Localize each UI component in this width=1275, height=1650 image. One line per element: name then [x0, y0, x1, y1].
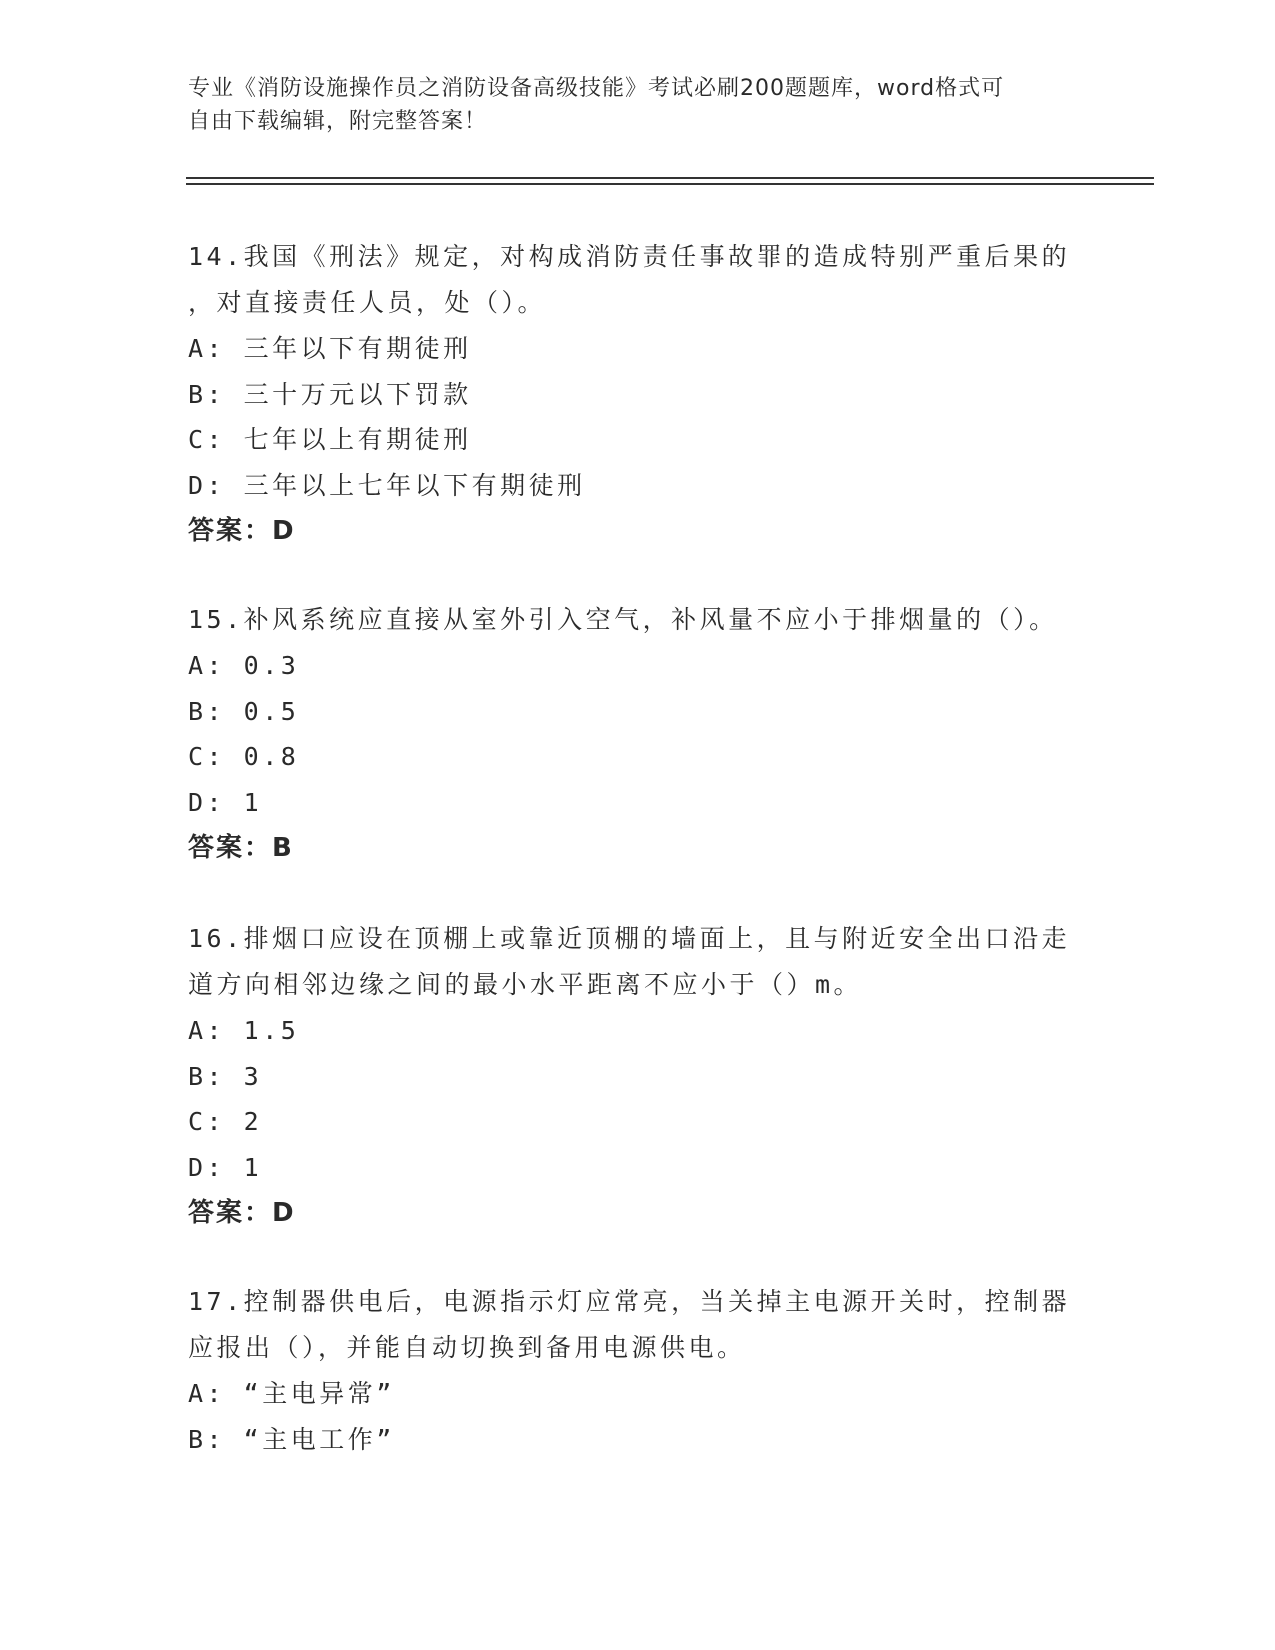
option-a: A: 1.5 [188, 1016, 300, 1045]
option-d: D: 三年以上七年以下有期徒刑 [188, 470, 586, 500]
question-17 [188, 1279, 1088, 1462]
option-d: D: 1 [188, 787, 263, 817]
document-header [188, 72, 1088, 138]
option-a: A: 0.3 [188, 651, 300, 680]
question-stem [188, 597, 1088, 643]
question-15 [188, 597, 1088, 871]
header-divider-top [186, 177, 1154, 179]
header-line-1: 专业《消防设施操作员之消防设备高级技能》考试必刷200题题库，word格式可 [188, 76, 1005, 101]
option-c: C: 0.8 [188, 742, 300, 771]
answer: 答案：B [188, 833, 294, 863]
question-stem-line: 道方向相邻边缘之间的最小水平距离不应小于（）m。 [188, 970, 863, 999]
question-stem [188, 916, 1088, 1008]
question-16 [188, 916, 1088, 1236]
option-c: C: 2 [188, 1107, 263, 1136]
question-stem-line: 14.我国《刑法》规定，对构成消防责任事故罪的造成特别严重后果的 [188, 242, 1071, 271]
option-c: C: 七年以上有期徒刑 [188, 425, 472, 454]
option-d: D: 1 [188, 1152, 263, 1182]
answer: 答案：D [188, 1198, 296, 1228]
question-stem-line: 17.控制器供电后，电源指示灯应常亮，当关掉主电源开关时，控制器 [188, 1287, 1071, 1316]
option-a: A: “主电异常” [188, 1379, 395, 1408]
question-stem [188, 1279, 1088, 1371]
header-line-2: 自由下载编辑，附完整答案！ [188, 109, 488, 134]
option-a: A: 三年以下有期徒刑 [188, 334, 472, 363]
option-b: B: 三十万元以下罚款 [188, 379, 472, 409]
option-b: B: 3 [188, 1061, 263, 1091]
question-stem-line: 15.补风系统应直接从室外引入空气，补风量不应小于排烟量的（）。 [188, 605, 1058, 634]
answer: 答案：D [188, 516, 296, 546]
question-stem-line: 应报出（），并能自动切换到备用电源供电。 [188, 1333, 746, 1362]
question-stem-line: ，对直接责任人员，处（）。 [188, 288, 547, 317]
question-14 [188, 234, 1088, 554]
option-b: B: “主电工作” [188, 1424, 395, 1454]
option-b: B: 0.5 [188, 696, 300, 726]
question-stem [188, 234, 1088, 326]
header-divider-bottom [186, 183, 1154, 185]
question-stem-line: 16.排烟口应设在顶棚上或靠近顶棚的墙面上，且与附近安全出口沿走 [188, 924, 1071, 953]
